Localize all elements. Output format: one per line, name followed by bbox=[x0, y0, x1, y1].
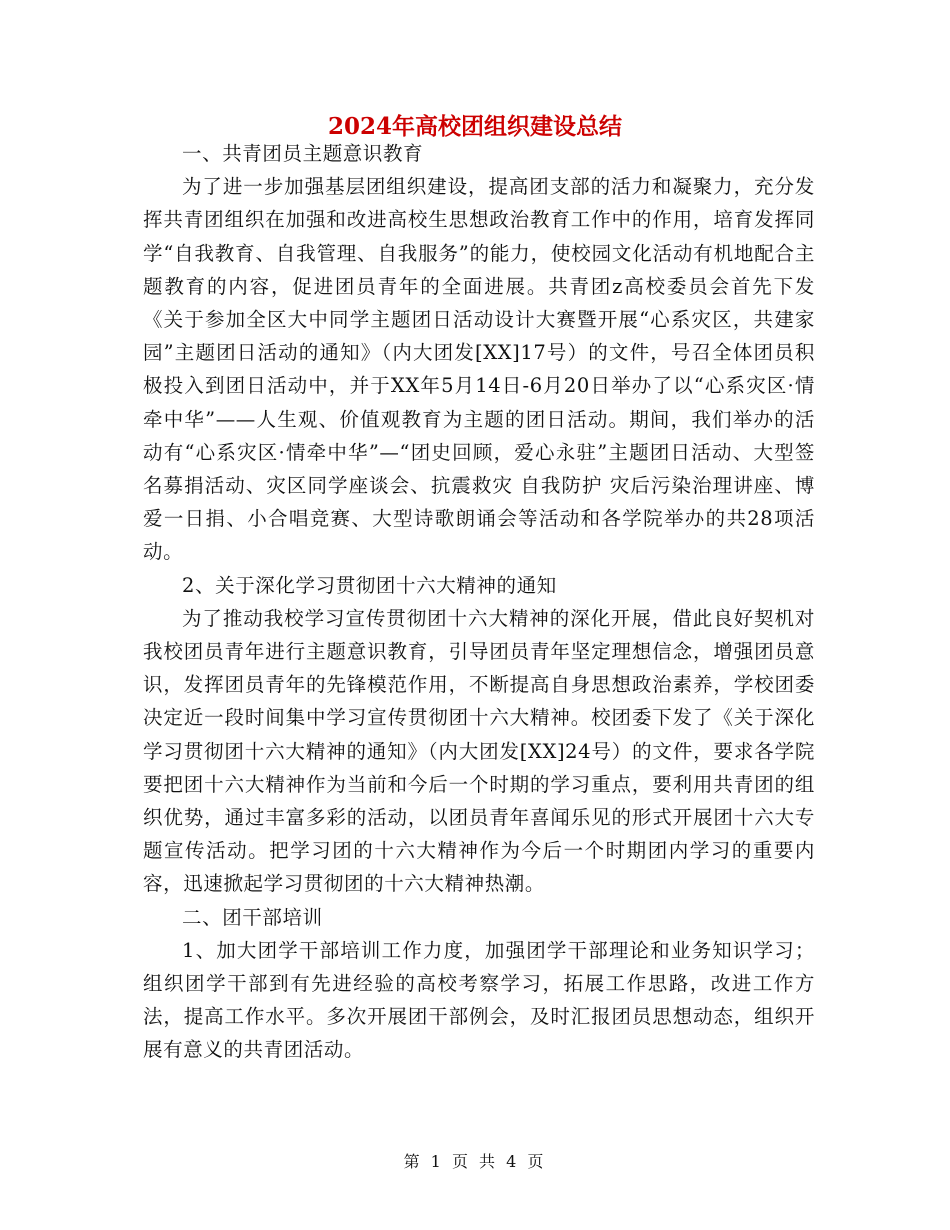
paragraph-3: 1、加大团学干部培训工作力度，加强团学干部理论和业务知识学习；组织团学干部到有先进经验的高校考察学习，拓展工作思路，改进工作方法，提高工作水平。多次开展团干部例会，及时汇报团员思想动态，组织开展有意义的共青团活动。 bbox=[143, 938, 815, 1062]
paragraph-1: 为了进一步加强基层团组织建设，提高团支部的活力和凝聚力，充分发挥共青团组织在加强和改进高校生思想政治教育工作中的作用，培育发挥同学“自我教育、自我管理、自我服务”的能力，使校园文化活动有机地配合主题教育的内容，促进团员青年的全面进展。共青团z高校委员会首先下发《关于参加全区大中同学主题团日活动设计大赛暨开展“心系灾区，共建家园”主题团日活动的通知》（内大团发[XX]17号）的文件，号召全体团员积极投入到团日活动中，并于XX年5月14日-6月20日举办了以“心系灾区·情牵中华”——人生观、价值观教育为主题的团日活动。期间，我们举办的活动有“心系灾区·情牵中华”—“团史回顾，爱心永驻”主题团日活动、大型签名募捐活动、灾区同学座谈会、抗震救灾 自我防护 灾后污染治理讲座、博爱一日捐、小合唱竞赛、大型诗歌朗诵会等活动和各学院举办的共28项活动。 bbox=[143, 175, 815, 564]
section-heading-3: 二、团干部培训 bbox=[182, 905, 323, 929]
document-body bbox=[143, 137, 815, 1067]
page-number-footer: 第 1 页 共 4 页 bbox=[403, 1152, 547, 1171]
document-title: 2024年高校团组织建设总结 bbox=[327, 113, 622, 140]
section-heading-2: 2、关于深化学习贯彻团十六大精神的通知 bbox=[182, 573, 557, 597]
section-heading-1: 一、共青团员主题意识教育 bbox=[182, 142, 424, 165]
paragraph-2: 为了推动我校学习宣传贯彻团十六大精神的深化开展，借此良好契机对我校团员青年进行主题意识教育，引导团员青年坚定理想信念，增强团员意识，发挥团员青年的先锋模范作用，不断提高自身思想政治素养，学校团委决定近一段时间集中学习宣传贯彻团十六大精神。校团委下发了《关于深化学习贯彻团十六大精神的通知》（内大团发[XX]24号）的文件，要求各学院要把团十六大精神作为当前和今后一个时期的学习重点，要利用共青团的组织优势，通过丰富多彩的活动，以团员青年喜闻乐见的形式开展团十六大专题宣传活动。把学习团的十六大精神作为今后一个时期团内学习的重要内容，迅速掀起学习贯彻团的十六大精神热潮。 bbox=[143, 606, 815, 896]
